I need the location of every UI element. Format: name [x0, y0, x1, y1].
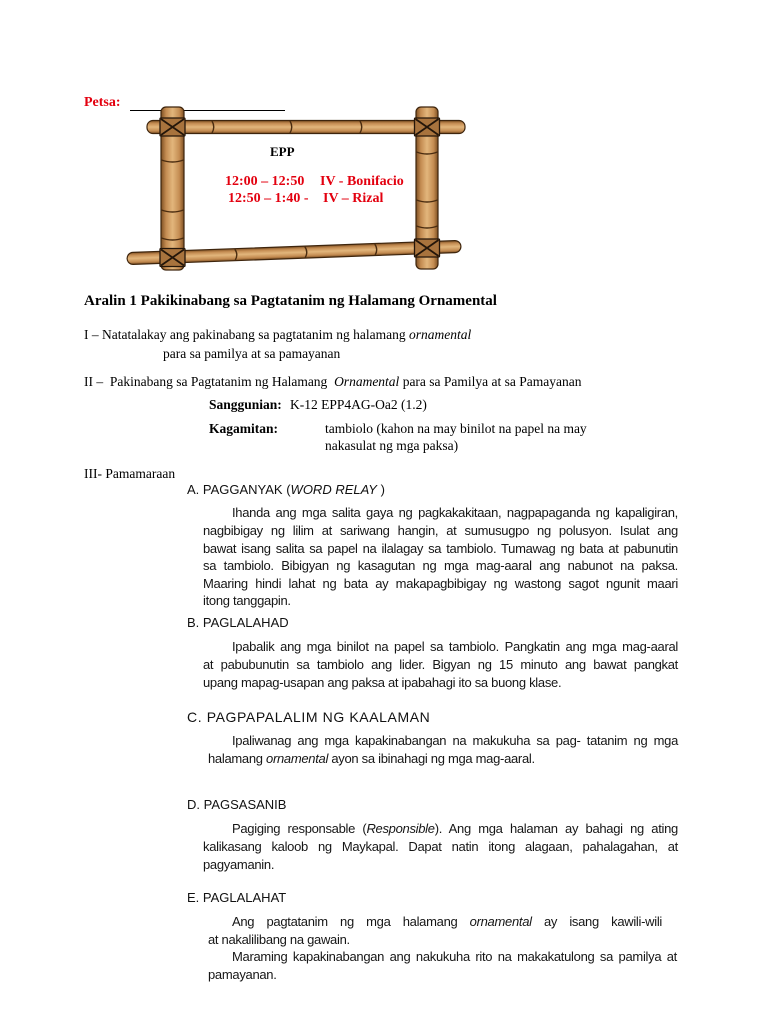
- lashing-top-right: [415, 118, 440, 136]
- step-b-paragraph-line: Ipabalik ang mga binilot na papel sa tambiolo. Pangkatin ang mga mag-aaral: [232, 639, 678, 654]
- subject-matter-italic-term: Ornamental: [334, 374, 400, 389]
- step-c-text: halamang: [208, 751, 267, 766]
- schedule-time: 12:50 – 1:40 -: [228, 191, 309, 206]
- subject-label: EPP: [270, 144, 295, 159]
- step-e-paragraph-line: Maraming kapakinabangan ang nakukuha rito na makakatulong sa pamilya at: [232, 949, 677, 964]
- reference-label: Sanggunian:: [209, 397, 282, 412]
- step-a-heading: [187, 482, 385, 498]
- subject-matter-text: II – Pakinabang sa Pagtatanim ng Halamang: [84, 374, 335, 389]
- objective-line-continuation: para sa pamilya at sa pamayanan: [163, 346, 341, 361]
- step-d-italic-term: Responsible: [366, 821, 435, 836]
- step-c-text-end: ayon sa ibinahagi ng mga mag-aaral.: [328, 751, 535, 766]
- step-d-text: Pagiging responsable (: [232, 821, 367, 836]
- step-d-text-end: ). Ang mga halaman ay bahagi ng ating: [434, 821, 678, 836]
- step-e-text-end: ay isang kawili-wili: [531, 914, 662, 929]
- schedule-time: 12:00 – 12:50: [225, 174, 305, 189]
- materials-label: Kagamitan:: [209, 421, 278, 436]
- step-e-heading: E. PAGLALAHAT: [187, 890, 287, 905]
- reference-value: K-12 EPP4AG-Oa2 (1.2): [290, 397, 427, 412]
- lashing-bottom-left: [160, 249, 185, 267]
- step-b-heading: B. PAGLALAHAD: [187, 615, 289, 630]
- step-c-heading: C. PAGPAPALALIM NG KAALAMAN: [187, 709, 431, 725]
- subject-matter-line: [84, 374, 582, 390]
- step-b-paragraph-line: at pabubunutin sa tambiolo ang lider. Bigyan ng 15 minuto ang bawat pangkat: [203, 657, 678, 672]
- step-e-paragraph-line: [232, 914, 662, 930]
- step-d-paragraph-line: [232, 821, 678, 837]
- materials-line: nakasulat ng mga paksa): [325, 438, 459, 453]
- step-d-heading: D. PAGSASANIB: [187, 797, 287, 812]
- objective-text: I – Natatalakay ang pakinabang sa pagtatanim ng halamang: [84, 327, 410, 342]
- materials-line: tambiolo (kahon na may binilot na papel na may: [325, 421, 587, 436]
- step-e-italic-term: ornamental: [469, 914, 532, 929]
- step-a-paragraph-line: bawat isang salita sa papel na ilalagay sa tambiolo. Tumawag ng bata at pabunutin: [203, 541, 678, 556]
- step-a-paragraph-line: Ihanda ang mga salita gaya ng pagkakakitaan, nagpapaganda ng kapaligiran,: [232, 505, 678, 520]
- lashing-top-left: [160, 118, 185, 136]
- step-e-paragraph-line: at nakalilibang na gawain.: [208, 932, 350, 947]
- step-a-paragraph-line: Maaring hindi lahat ng bata ay makapagbibigay ng wastong sagot ngunit maari: [203, 576, 678, 591]
- date-label: Petsa:: [84, 95, 121, 110]
- step-a-paragraph-line: nagbibigay ng lilim at sariwang hangin, at sumusugpo ng polusyon. Isulat ang: [203, 523, 678, 538]
- step-a-heading-text: A. PAGGANYAK (: [187, 482, 291, 497]
- lashing-bottom-right: [415, 239, 440, 257]
- step-c-italic-term: ornamental: [266, 751, 329, 766]
- objective-italic-term: ornamental: [409, 327, 472, 342]
- step-a-paragraph-line: itong tanggapin.: [203, 593, 291, 608]
- schedule-section: IV – Rizal: [323, 191, 384, 206]
- step-a-paragraph-line: sa tambiolo. Bibigyan ng kasagutan ng mga mag-aaral ang nabunot na paksa.: [203, 558, 678, 573]
- step-c-paragraph-line: [208, 751, 535, 767]
- step-c-paragraph-line: Ipaliwanag ang mga kapakinabangan na makukuha sa pag- tatanim ng mga: [232, 733, 678, 748]
- step-e-paragraph-line: pamayanan.: [208, 967, 277, 982]
- step-a-heading-italic: WORD RELAY: [290, 482, 377, 497]
- schedule-section: IV - Bonifacio: [320, 174, 404, 189]
- step-a-heading-close: ): [376, 482, 385, 497]
- subject-matter-text-end: para sa Pamilya at sa Pamayanan: [399, 374, 582, 389]
- step-b-paragraph-line: upang mapag-usapan ang paksa at ipabahagi ito sa buong klase.: [203, 675, 562, 690]
- step-d-paragraph-line: kalikasang kaloob ng Maykapal. Dapat natin itong alagaan, pahalagahan, at: [203, 839, 678, 854]
- step-e-text: Ang pagtatanim ng mga halamang: [232, 914, 470, 929]
- procedure-label: III- Pamamaraan: [84, 466, 176, 481]
- objective-line: [84, 327, 471, 343]
- step-d-paragraph-line: pagyamanin.: [203, 857, 275, 872]
- lesson-title: Aralin 1 Pakikinabang sa Pagtatanim ng Halamang Ornamental: [84, 293, 497, 309]
